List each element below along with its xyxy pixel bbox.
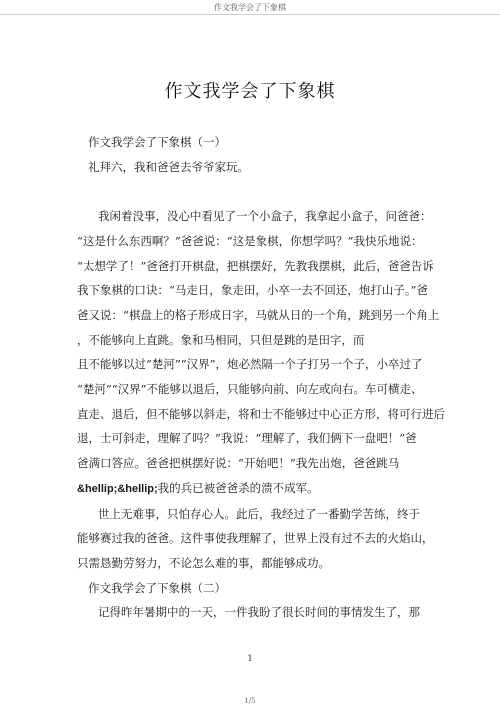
body-line-rest: 我的兵已被爸爸杀的溃不成军。 <box>157 480 319 495</box>
body-line <box>77 476 423 502</box>
body-line: 世上无难事，只怕存心人。此后，我经过了一番勤学苦练，终于 <box>98 506 420 521</box>
header-divider <box>0 14 500 15</box>
body-line: 我闲着没事，没心中看见了一个小盒子，我拿起小盒子，问爸爸： <box>98 209 432 224</box>
body-line: 只需恳勤劳努力，不论怎么难的事，都能够成功。 <box>77 555 330 570</box>
body-line: 爸满口答应。爸爸把棋摆好说：“开始吧！”我先出炮，爸爸跳马 <box>77 456 400 471</box>
page-number: 1 <box>247 654 253 663</box>
section-heading-2: 作文我学会了下象棋（二） <box>88 580 226 595</box>
html-entity-text: &hellip;&hellip; <box>77 482 158 495</box>
body-line: “太想学了！”爸爸打开棋盘，把棋摆好，先教我摆棋，此后，爸爸告诉 <box>77 258 434 273</box>
body-line: “这是什么东西啊？”爸爸说：“这是象棋，你想学吗？”我快乐地说： <box>77 233 423 248</box>
body-line: 直走、退后，但不能够以斜走，将和士不能够过中心正方形，将可行进后 <box>77 406 445 421</box>
body-line: ，不能够向上直跳。象和马相同，只但是跳的是田字，而 <box>77 332 365 347</box>
page-footer: 1/5 <box>244 697 256 705</box>
paragraph-spacer <box>77 179 423 204</box>
body-line: 我下象棋的口诀：“马走日，象走田，小卒一去不回还，炮打山子。”爸 <box>77 283 429 298</box>
body-line: 礼拜六，我和爸爸去爷爷家玩。 <box>88 159 249 174</box>
body-line: 能够赛过我的爸爸。这件事使我理解了，世界上没有过不去的火焰山， <box>77 531 434 546</box>
body-line: 且不能够以过“楚河”“汉界”，炮必然隔一个子打另一个子，小卒过了 <box>77 357 423 372</box>
body-line: 记得昨年暑期中的一天，一件我盼了很长时间的事情发生了，那 <box>98 605 420 620</box>
document-title: 作文我学会了下象棋 <box>164 81 336 102</box>
body-line: 退，士可斜走，理解了吗？”我说：“理解了，我们俩下一盘吧！”爸 <box>77 431 417 446</box>
body-line: “楚河”“汉界”不能够以退后，只能够向前、向左或向右。车可横走、 <box>77 382 423 397</box>
running-header: 作文我学会了下象棋 <box>214 3 286 12</box>
section-heading-1: 作文我学会了下象棋（一） <box>88 135 226 149</box>
body-line: 爸又说：“棋盘上的格子形成日字，马就从日的一个角，跳到另一个角上 <box>77 307 440 322</box>
document-body <box>77 130 445 625</box>
